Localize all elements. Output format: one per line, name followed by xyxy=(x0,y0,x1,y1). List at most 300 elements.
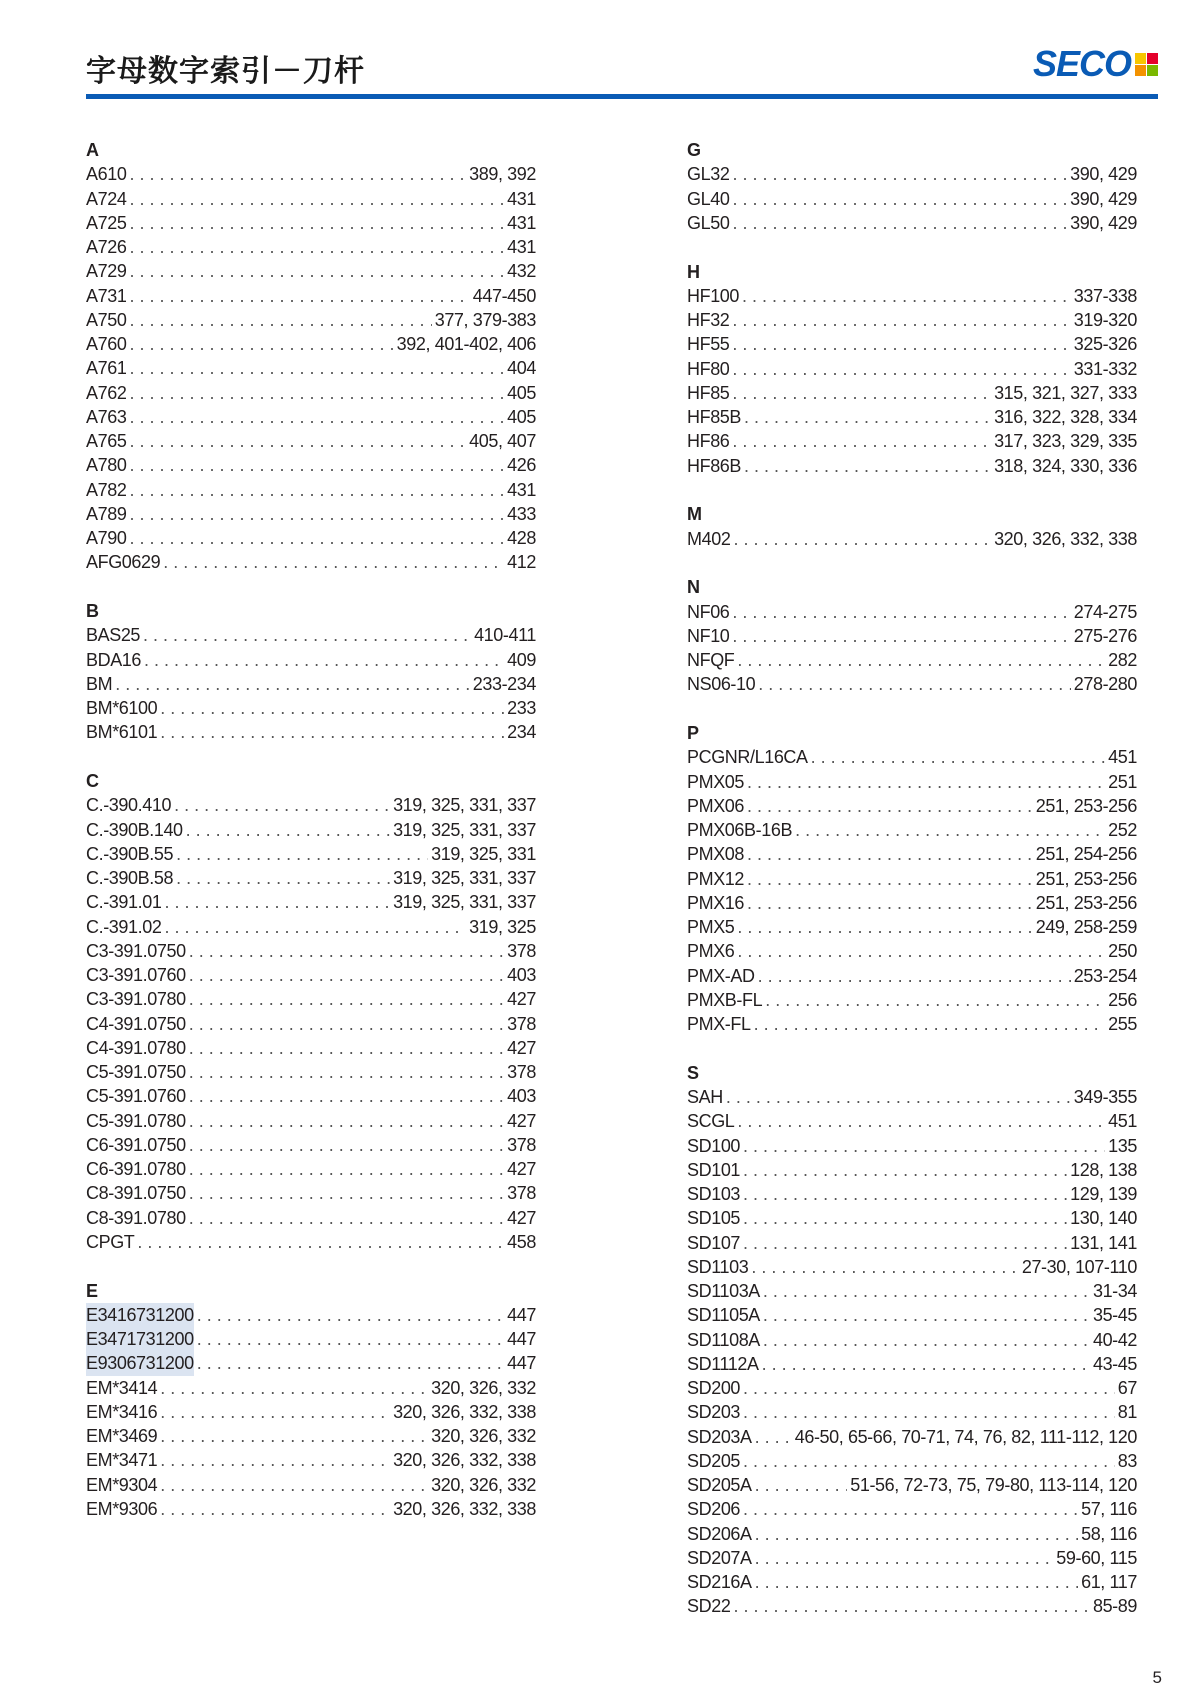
index-entry xyxy=(86,648,536,672)
entry-pages: 405 xyxy=(507,382,536,403)
index-entry xyxy=(86,211,536,235)
entry-pages: 392, 401-402, 406 xyxy=(396,334,536,354)
dot-leader xyxy=(174,793,390,817)
entry-pages: 251, 253-256 xyxy=(1035,892,1137,913)
entry-code: C8-391.0780 xyxy=(86,1207,186,1228)
entry-code: SD203A xyxy=(687,1426,752,1447)
entry-code: PCGNR/L16CA xyxy=(687,747,808,768)
dot-leader xyxy=(129,235,504,259)
index-entry xyxy=(86,1109,536,1133)
entry-code: A763 xyxy=(86,406,127,427)
entry-code: GL40 xyxy=(687,188,730,209)
entry-code: E3416731200 xyxy=(86,1303,194,1327)
entry-code: HF80 xyxy=(687,358,730,379)
entry-pages: 131, 141 xyxy=(1070,1232,1137,1253)
entry-pages: 319, 325, 331, 337 xyxy=(393,892,536,913)
index-entry xyxy=(687,988,1137,1012)
index-entry xyxy=(687,1400,1137,1424)
section-letter: H xyxy=(687,261,700,282)
entry-code: C3-391.0750 xyxy=(86,940,186,961)
dot-leader xyxy=(758,964,1071,988)
entry-pages: 250 xyxy=(1108,941,1137,962)
entry-code: EM*3416 xyxy=(86,1401,158,1422)
entry-pages: 46-50, 65-66, 70-71, 74, 76, 82, 111-112, 120 xyxy=(794,1426,1137,1447)
dot-leader xyxy=(755,1570,1078,1594)
entry-pages: 431 xyxy=(507,188,536,209)
entry-pages: 61, 117 xyxy=(1081,1572,1137,1592)
dot-leader xyxy=(765,988,1105,1012)
entry-code: PMX06B-16B xyxy=(687,820,793,840)
entry-code: NF06 xyxy=(687,601,730,622)
section-letter: P xyxy=(687,723,700,743)
entry-code: SD1108A xyxy=(687,1329,760,1350)
entry-pages: 278-280 xyxy=(1073,674,1137,695)
seco-logo xyxy=(1032,43,1158,84)
dot-leader xyxy=(755,1473,848,1497)
entry-code: BM*6101 xyxy=(86,722,158,743)
index-entry xyxy=(687,429,1137,453)
index-entry xyxy=(687,381,1137,405)
dot-leader xyxy=(743,1400,1115,1424)
index-section-c xyxy=(86,769,536,1254)
entry-pages: 447-450 xyxy=(472,285,536,306)
dot-leader xyxy=(747,842,1033,866)
header-rule xyxy=(86,94,1158,99)
index-entry xyxy=(687,1449,1137,1473)
dot-leader xyxy=(755,1425,792,1449)
entry-pages: 315, 321, 327, 333 xyxy=(994,382,1137,403)
index-entry xyxy=(687,405,1137,429)
index-entry xyxy=(687,964,1137,988)
index-entry xyxy=(687,1570,1137,1594)
entry-pages: 135 xyxy=(1108,1135,1137,1156)
index-entry xyxy=(687,1546,1137,1570)
index-entry xyxy=(687,770,1137,794)
index-entry xyxy=(86,356,536,380)
entry-pages: 458 xyxy=(507,1231,536,1252)
entry-code: A782 xyxy=(86,479,127,500)
dot-leader xyxy=(129,478,504,502)
entry-pages: 233 xyxy=(507,698,536,718)
entry-pages: 320, 326, 332 xyxy=(431,1426,536,1446)
entry-code: A789 xyxy=(86,503,127,524)
entry-pages: 318, 324, 330, 336 xyxy=(994,455,1137,476)
index-entry xyxy=(86,235,536,259)
dot-leader xyxy=(811,745,1106,769)
dot-leader xyxy=(763,1303,1090,1327)
entry-code: SD105 xyxy=(687,1208,741,1229)
index-entry xyxy=(687,1231,1137,1255)
entry-pages: 404 xyxy=(507,358,536,379)
index-column-right xyxy=(687,138,1137,1643)
index-entry xyxy=(86,1327,536,1351)
index-entry xyxy=(687,842,1137,866)
entry-pages: 319, 325, 331, 337 xyxy=(393,795,536,816)
entry-code: NFQF xyxy=(687,650,735,670)
index-entry xyxy=(687,600,1137,624)
entry-code: PMX05 xyxy=(687,771,745,792)
entry-pages: 427 xyxy=(507,989,536,1010)
entry-code: C8-391.0750 xyxy=(86,1183,186,1204)
entry-code: PMX-FL xyxy=(687,1014,751,1034)
entry-pages: 51-56, 72-73, 75, 79-80, 113-114, 120 xyxy=(850,1475,1137,1495)
entry-code: SD22 xyxy=(687,1596,731,1617)
index-entry xyxy=(687,454,1137,478)
entry-code: PMX12 xyxy=(687,868,745,889)
index-entry xyxy=(687,818,1137,842)
index-entry xyxy=(86,1473,536,1497)
index-entry xyxy=(687,332,1137,356)
entry-pages: 251, 253-256 xyxy=(1035,795,1137,816)
entry-pages: 31-34 xyxy=(1092,1281,1137,1301)
section-letter: G xyxy=(687,140,702,160)
entry-code: SD1112A xyxy=(687,1353,759,1374)
entry-pages: 378 xyxy=(507,1062,536,1082)
index-entry xyxy=(687,915,1137,939)
entry-code: SD101 xyxy=(687,1159,741,1180)
index-entry xyxy=(86,939,536,963)
dot-leader xyxy=(744,454,991,478)
dot-leader xyxy=(129,429,466,453)
entry-pages: 320, 326, 332, 338 xyxy=(393,1498,536,1519)
entry-code: BM*6100 xyxy=(86,698,158,718)
entry-pages: 319, 325, 331, 337 xyxy=(393,868,536,888)
index-entry xyxy=(86,987,536,1011)
index-entry xyxy=(687,672,1137,696)
index-entry xyxy=(687,1085,1137,1109)
index-entry xyxy=(86,1036,536,1060)
logo-text: SECO xyxy=(1032,43,1131,84)
entry-code: EM*3469 xyxy=(86,1426,158,1446)
entry-pages: 378 xyxy=(507,1134,536,1155)
dot-leader xyxy=(189,1036,504,1060)
index-entry xyxy=(86,793,536,817)
dot-leader xyxy=(160,1448,390,1472)
dot-leader xyxy=(743,1231,1067,1255)
dot-leader xyxy=(160,1376,428,1400)
entry-code: C.-390.410 xyxy=(86,795,172,816)
entry-code: PMX-AD xyxy=(687,965,755,986)
index-entry xyxy=(86,1012,536,1036)
entry-code: HF100 xyxy=(687,285,740,306)
dot-leader xyxy=(129,502,504,526)
index-entry xyxy=(86,696,536,720)
index-entry xyxy=(687,1158,1137,1182)
entry-pages: 377, 379-383 xyxy=(434,309,536,330)
dot-leader xyxy=(747,867,1033,891)
entry-pages: 282 xyxy=(1108,650,1137,670)
index-entry xyxy=(687,867,1137,891)
index-entry xyxy=(687,891,1137,915)
dot-leader xyxy=(737,1109,1105,1133)
dot-leader xyxy=(137,1230,504,1254)
entry-pages: 428 xyxy=(507,528,536,548)
dot-leader xyxy=(733,1594,1090,1618)
index-entry xyxy=(86,162,536,186)
entry-code: C6-391.0750 xyxy=(86,1134,186,1155)
dot-leader xyxy=(743,1134,1105,1158)
dot-leader xyxy=(742,284,1071,308)
entry-code: CPGT xyxy=(86,1231,135,1252)
entry-code: A761 xyxy=(86,358,127,379)
entry-code: E3471731200 xyxy=(86,1327,194,1351)
dot-leader xyxy=(129,187,504,211)
dot-leader xyxy=(732,429,991,453)
entry-pages: 378 xyxy=(507,1013,536,1034)
index-entry xyxy=(86,478,536,502)
entry-pages: 447 xyxy=(507,1353,536,1374)
entry-code: EM*9306 xyxy=(86,1498,158,1519)
index-entry xyxy=(86,429,536,453)
entry-code: SD216A xyxy=(687,1572,752,1592)
entry-pages: 426 xyxy=(507,455,536,476)
entry-pages: 451 xyxy=(1108,1111,1137,1132)
entry-pages: 409 xyxy=(507,649,536,670)
dot-leader xyxy=(160,696,504,720)
dot-leader xyxy=(129,453,504,477)
index-entry xyxy=(86,915,536,939)
index-entry xyxy=(86,308,536,332)
logo-squares-icon xyxy=(1135,53,1158,76)
dot-leader xyxy=(754,1012,1106,1036)
dot-leader xyxy=(751,1255,1019,1279)
entry-pages: 85-89 xyxy=(1092,1596,1137,1617)
index-entry xyxy=(86,1084,536,1108)
entry-code: SD206 xyxy=(687,1499,741,1520)
index-entry xyxy=(86,550,536,574)
entry-pages: 320, 326, 332, 338 xyxy=(994,528,1137,549)
dot-leader xyxy=(189,1181,504,1205)
dot-leader xyxy=(747,794,1033,818)
index-section-a xyxy=(86,138,536,575)
entry-code: C4-391.0750 xyxy=(86,1013,186,1034)
index-entry xyxy=(687,1255,1137,1279)
entry-pages: 59-60, 115 xyxy=(1056,1547,1137,1568)
dot-leader xyxy=(743,1449,1115,1473)
entry-pages: 129, 139 xyxy=(1070,1184,1137,1204)
entry-code: A760 xyxy=(86,334,127,354)
index-entry xyxy=(86,526,536,550)
entry-code: SD100 xyxy=(687,1135,741,1156)
index-entry xyxy=(86,259,536,283)
index-section-h xyxy=(687,260,1137,478)
index-section-n xyxy=(687,575,1137,696)
entry-code: GL32 xyxy=(687,164,730,185)
index-entry xyxy=(86,866,536,890)
dot-leader xyxy=(732,357,1070,381)
entry-pages: 447 xyxy=(507,1304,536,1325)
index-entry xyxy=(86,890,536,914)
entry-pages: 27-30, 107-110 xyxy=(1021,1256,1137,1277)
entry-pages: 249, 258-259 xyxy=(1035,917,1137,937)
index-entry xyxy=(687,1522,1137,1546)
entry-code: C5-391.0760 xyxy=(86,1086,186,1107)
dot-leader xyxy=(176,866,390,890)
index-entry xyxy=(687,1594,1137,1618)
entry-code: PMX6 xyxy=(687,941,735,962)
entry-code: SCGL xyxy=(687,1111,735,1132)
entry-code: SD1105A xyxy=(687,1305,760,1326)
entry-code: A750 xyxy=(86,309,127,330)
section-letter: M xyxy=(687,504,702,525)
entry-pages: 130, 140 xyxy=(1070,1208,1137,1229)
entry-pages: 390, 429 xyxy=(1070,164,1137,185)
dot-leader xyxy=(744,405,991,429)
index-entry xyxy=(687,1206,1137,1230)
entry-pages: 274-275 xyxy=(1073,601,1137,622)
dot-leader xyxy=(186,818,390,842)
dot-leader xyxy=(732,624,1070,648)
index-section-p xyxy=(687,721,1137,1036)
entry-pages: 83 xyxy=(1117,1450,1137,1471)
entry-code: SAH xyxy=(687,1087,723,1107)
entry-code: C.-391.02 xyxy=(86,916,162,937)
entry-pages: 389, 392 xyxy=(469,164,536,185)
entry-pages: 427 xyxy=(507,1110,536,1131)
dot-leader xyxy=(164,890,390,914)
entry-code: A731 xyxy=(86,285,127,306)
entry-pages: 431 xyxy=(507,479,536,500)
index-section-g xyxy=(687,138,1137,235)
entry-pages: 349-355 xyxy=(1073,1087,1137,1107)
entry-pages: 447 xyxy=(507,1329,536,1349)
entry-code: C.-391.01 xyxy=(86,892,162,913)
entry-pages: 431 xyxy=(507,212,536,233)
dot-leader xyxy=(129,356,504,380)
section-letter: A xyxy=(86,140,99,160)
entry-pages: 81 xyxy=(1117,1402,1137,1423)
dot-leader xyxy=(129,162,466,186)
entry-code: NF10 xyxy=(687,625,730,646)
dot-leader xyxy=(755,1522,1078,1546)
dot-leader xyxy=(144,648,504,672)
index-entry xyxy=(687,1109,1137,1133)
index-entry xyxy=(687,1473,1137,1497)
dot-leader xyxy=(737,648,1105,672)
entry-pages: 410-411 xyxy=(474,625,536,646)
entry-code: PMX5 xyxy=(687,917,735,937)
index-column-left xyxy=(86,138,536,1546)
entry-pages: 412 xyxy=(507,552,536,573)
entry-pages: 319, 325, 331 xyxy=(431,843,536,864)
index-entry xyxy=(86,405,536,429)
index-entry xyxy=(687,1012,1137,1036)
entry-code: SD1103 xyxy=(687,1256,749,1277)
entry-code: PMX16 xyxy=(687,892,745,913)
section-letter: E xyxy=(86,1280,99,1301)
entry-code: C3-391.0780 xyxy=(86,989,186,1010)
dot-leader xyxy=(197,1327,504,1351)
dot-leader xyxy=(189,1012,504,1036)
index-entry xyxy=(687,1182,1137,1206)
entry-pages: 431 xyxy=(507,237,536,257)
dot-leader xyxy=(129,284,469,308)
dot-leader xyxy=(762,1352,1090,1376)
entry-code: SD205 xyxy=(687,1450,741,1471)
dot-leader xyxy=(160,720,504,744)
entry-pages: 252 xyxy=(1108,820,1137,840)
entry-pages: 317, 323, 329, 335 xyxy=(994,431,1137,452)
index-entry xyxy=(687,1134,1137,1158)
dot-leader xyxy=(743,1182,1067,1206)
index-entry xyxy=(86,332,536,356)
dot-leader xyxy=(129,308,431,332)
entry-code: BDA16 xyxy=(86,649,142,670)
index-entry xyxy=(86,1206,536,1230)
dot-leader xyxy=(197,1303,504,1327)
dot-leader xyxy=(115,672,470,696)
index-section-e xyxy=(86,1279,536,1522)
index-entry xyxy=(86,1230,536,1254)
index-entry xyxy=(687,1497,1137,1521)
index-entry xyxy=(687,527,1137,551)
dot-leader xyxy=(160,1473,428,1497)
entry-code: HF85B xyxy=(687,407,742,427)
entry-code: E9306731200 xyxy=(86,1351,194,1375)
index-entry xyxy=(86,1060,536,1084)
index-entry xyxy=(86,453,536,477)
entry-code: BAS25 xyxy=(86,625,141,646)
entry-pages: 432 xyxy=(507,261,536,282)
dot-leader xyxy=(176,842,428,866)
index-entry xyxy=(86,818,536,842)
entry-code: C.-390B.140 xyxy=(86,819,183,840)
entry-pages: 256 xyxy=(1108,989,1137,1010)
entry-pages: 390, 429 xyxy=(1070,188,1137,209)
index-entry xyxy=(687,1425,1137,1449)
dot-leader xyxy=(189,987,504,1011)
entry-code: M402 xyxy=(687,528,731,549)
index-entry xyxy=(687,745,1137,769)
entry-code: SD103 xyxy=(687,1184,741,1204)
entry-code: EM*3414 xyxy=(86,1377,158,1398)
entry-code: HF55 xyxy=(687,334,730,355)
index-entry xyxy=(86,672,536,696)
entry-code: SD207A xyxy=(687,1547,752,1568)
entry-code: AFG0629 xyxy=(86,552,161,573)
entry-code: BM xyxy=(86,673,113,694)
index-entry xyxy=(687,211,1137,235)
dot-leader xyxy=(758,672,1070,696)
index-entry xyxy=(687,284,1137,308)
index-entry xyxy=(86,1376,536,1400)
dot-leader xyxy=(733,527,991,551)
index-entry xyxy=(687,1303,1137,1327)
index-entry xyxy=(687,162,1137,186)
entry-code: SD205A xyxy=(687,1475,752,1495)
entry-code: PMX08 xyxy=(687,844,745,865)
dot-leader xyxy=(743,1376,1115,1400)
entry-pages: 405 xyxy=(507,406,536,427)
index-entry xyxy=(687,648,1137,672)
index-entry xyxy=(86,1181,536,1205)
dot-leader xyxy=(129,259,504,283)
entry-pages: 427 xyxy=(507,1159,536,1179)
dot-leader xyxy=(732,187,1067,211)
index-entry xyxy=(86,1303,536,1327)
entry-pages: 40-42 xyxy=(1092,1329,1137,1350)
entry-pages: 319, 325 xyxy=(469,916,536,937)
entry-code: SD203 xyxy=(687,1402,741,1423)
entry-pages: 255 xyxy=(1108,1014,1137,1034)
index-entry xyxy=(86,1133,536,1157)
entry-pages: 234 xyxy=(507,722,536,743)
dot-leader xyxy=(160,1400,390,1424)
dot-leader xyxy=(737,915,1032,939)
index-entry xyxy=(86,720,536,744)
index-section-m xyxy=(687,502,1137,551)
index-entry xyxy=(687,308,1137,332)
